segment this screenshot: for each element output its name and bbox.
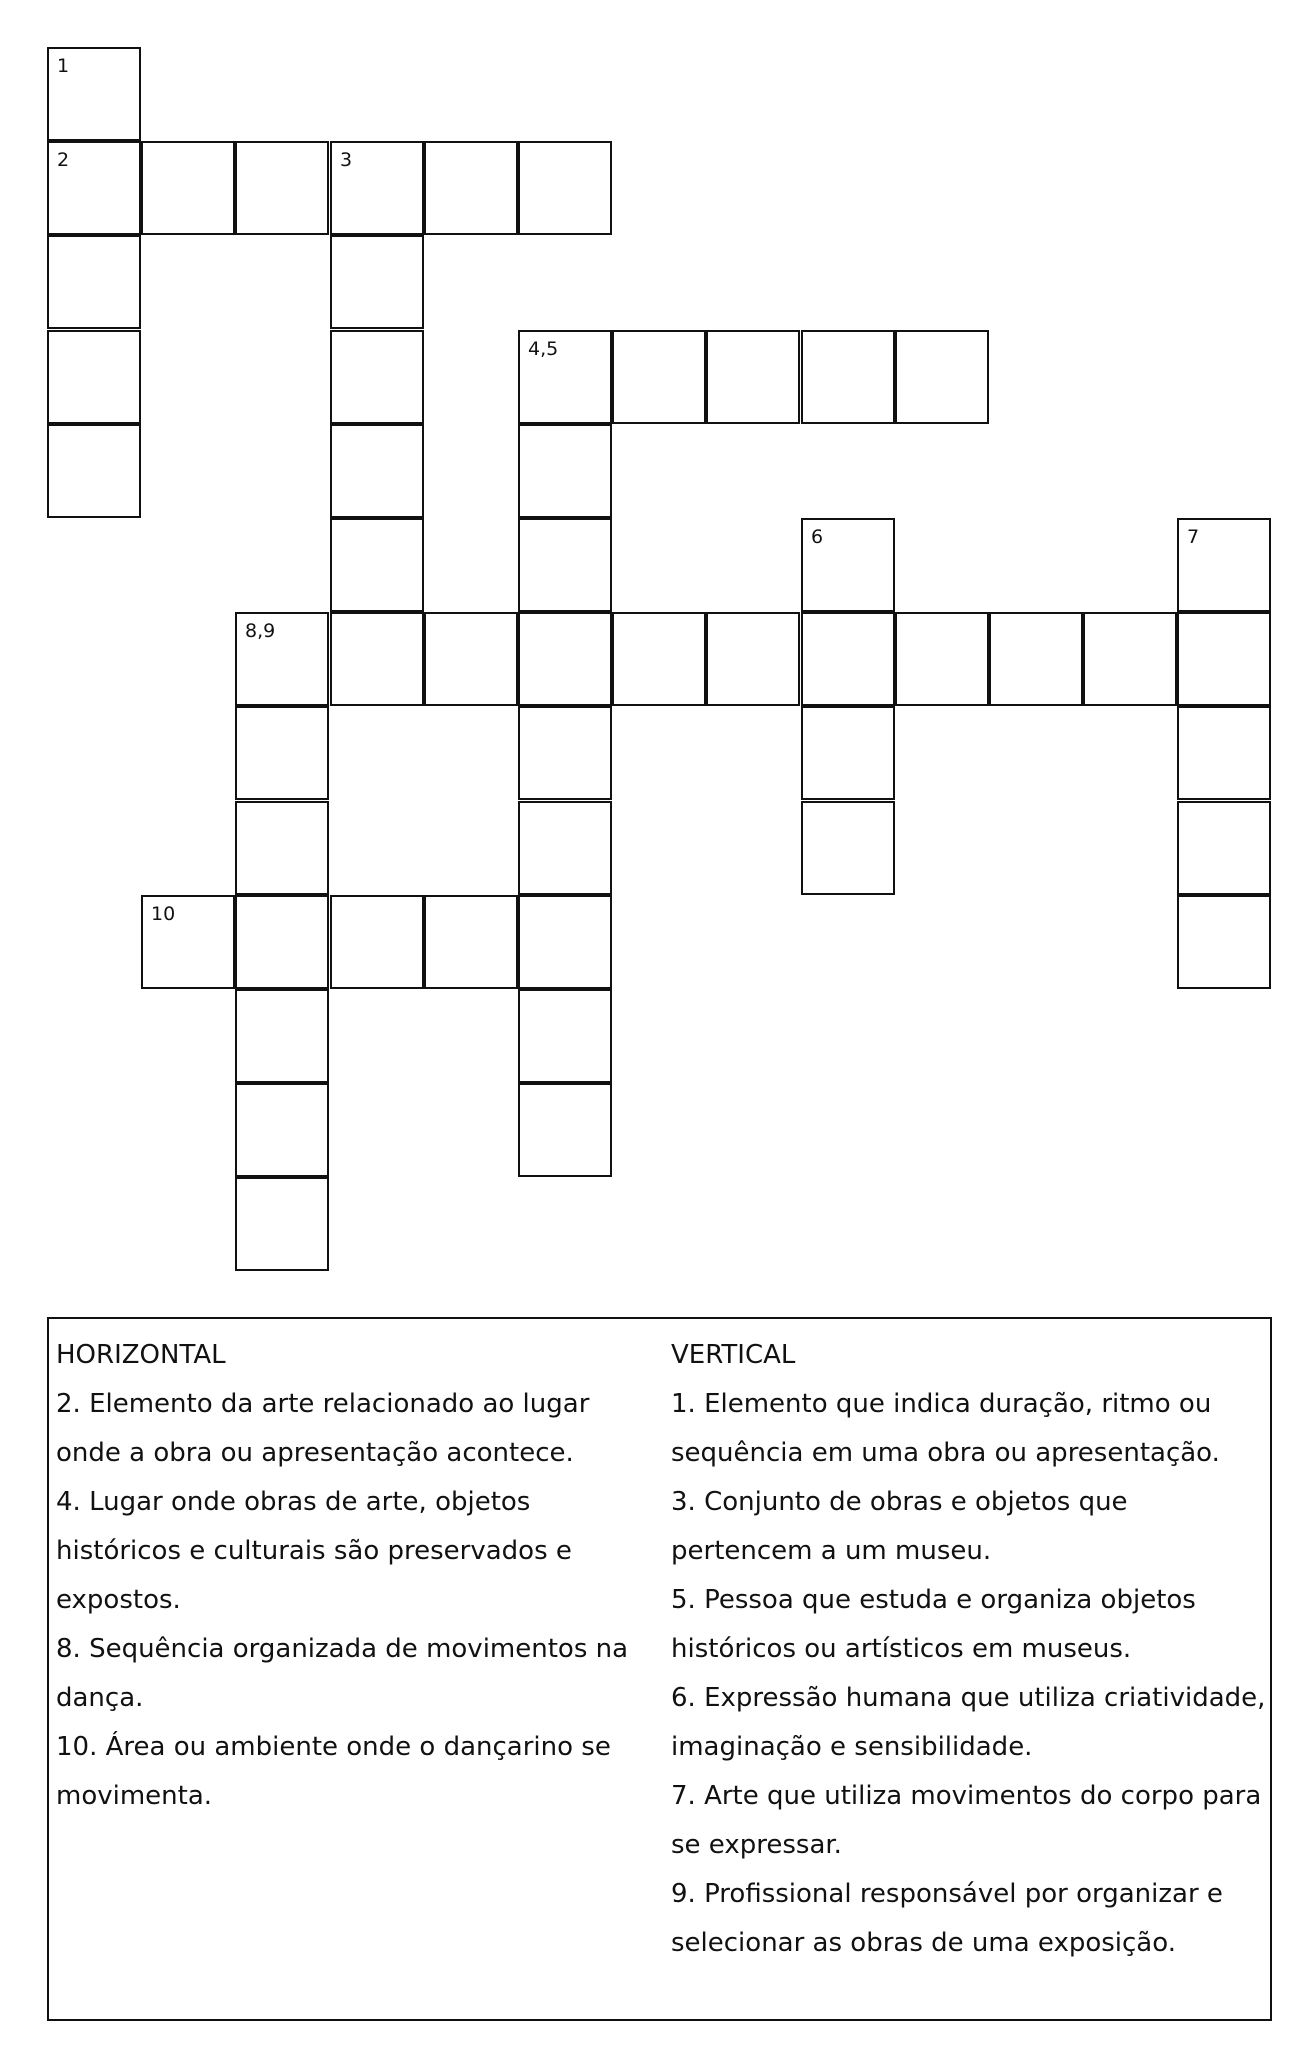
- clue-number: 10: [151, 903, 176, 925]
- grid-cell[interactable]: [518, 706, 612, 800]
- grid-cell[interactable]: [518, 801, 612, 895]
- vertical-clue: 5. Pessoa que estuda e organiza objetos históricos ou artísticos em museus.: [671, 1585, 1196, 1664]
- grid-cell[interactable]: [1177, 612, 1271, 706]
- horizontal-clue: 8. Sequência organizada de movimentos na dança.: [56, 1634, 629, 1713]
- grid-cell[interactable]: [47, 141, 141, 235]
- horizontal-clues: [56, 1331, 661, 1821]
- grid-cell[interactable]: [518, 518, 612, 612]
- grid-cell[interactable]: [330, 895, 424, 989]
- grid-cell[interactable]: [330, 518, 424, 612]
- grid-cell[interactable]: [518, 1083, 612, 1177]
- grid-cell[interactable]: [141, 895, 235, 989]
- grid-cell[interactable]: [424, 141, 518, 235]
- clue-number: 2: [57, 149, 70, 171]
- grid-cell[interactable]: [518, 330, 612, 424]
- grid-cell[interactable]: [330, 330, 424, 424]
- grid-cell[interactable]: [518, 612, 612, 706]
- grid-cell[interactable]: [1177, 801, 1271, 895]
- grid-cell[interactable]: [424, 612, 518, 706]
- clue-number: 3: [340, 149, 353, 171]
- grid-cell[interactable]: [235, 801, 329, 895]
- grid-cell[interactable]: [801, 706, 895, 800]
- grid-cell[interactable]: [235, 141, 329, 235]
- vertical-clue: 7. Arte que utiliza movimentos do corpo para se expressar.: [671, 1781, 1262, 1860]
- clue-number: 1: [57, 55, 70, 77]
- horizontal-clue: 10. Área ou ambiente onde o dançarino se movimenta.: [56, 1732, 611, 1811]
- grid-cell[interactable]: [895, 612, 989, 706]
- grid-cell[interactable]: [47, 47, 141, 141]
- grid-cell[interactable]: [989, 612, 1083, 706]
- grid-cell[interactable]: [330, 612, 424, 706]
- grid-cell[interactable]: [801, 518, 895, 612]
- grid-cell[interactable]: [801, 612, 895, 706]
- grid-cell[interactable]: [801, 330, 895, 424]
- grid-cell[interactable]: [235, 706, 329, 800]
- grid-cell[interactable]: [235, 612, 329, 706]
- grid-cell[interactable]: [141, 141, 235, 235]
- grid-cell[interactable]: [235, 989, 329, 1083]
- grid-cell[interactable]: [706, 612, 800, 706]
- grid-cell[interactable]: [330, 141, 424, 235]
- grid-cell[interactable]: [801, 801, 895, 895]
- grid-cell[interactable]: [612, 330, 706, 424]
- grid-cell[interactable]: [1177, 518, 1271, 612]
- grid-cell[interactable]: [235, 1177, 329, 1271]
- grid-cell[interactable]: [47, 235, 141, 329]
- clue-number: 6: [811, 526, 824, 548]
- clue-number: 7: [1187, 526, 1200, 548]
- grid-cell[interactable]: [424, 895, 518, 989]
- grid-cell[interactable]: [612, 612, 706, 706]
- horizontal-heading: HORIZONTAL: [56, 1340, 226, 1370]
- horizontal-clue: 2. Elemento da arte relacionado ao lugar onde a obra ou apresentação acontece.: [56, 1389, 590, 1468]
- vertical-clue: 6. Expressão humana que utiliza criatividade, imaginação e sensibilidade.: [671, 1683, 1266, 1762]
- grid-cell[interactable]: [1083, 612, 1177, 706]
- vertical-clue: 9. Profissional responsável por organizar e selecionar as obras de uma exposição.: [671, 1879, 1223, 1958]
- clue-number: 4,5: [528, 338, 559, 360]
- vertical-heading: VERTICAL: [671, 1340, 796, 1370]
- grid-cell[interactable]: [895, 330, 989, 424]
- horizontal-clue: 4. Lugar onde obras de arte, objetos históricos e culturais são preservados e expostos.: [56, 1487, 572, 1615]
- clues-box: [47, 1317, 1272, 2021]
- grid-cell[interactable]: [518, 895, 612, 989]
- grid-cell[interactable]: [1177, 706, 1271, 800]
- grid-cell[interactable]: [518, 141, 612, 235]
- grid-cell[interactable]: [235, 895, 329, 989]
- grid-cell[interactable]: [1177, 895, 1271, 989]
- grid-cell[interactable]: [235, 1083, 329, 1177]
- grid-cell[interactable]: [330, 235, 424, 329]
- grid-cell[interactable]: [330, 424, 424, 518]
- vertical-clue: 3. Conjunto de obras e objetos que pertencem a um museu.: [671, 1487, 1128, 1566]
- grid-cell[interactable]: [518, 989, 612, 1083]
- clue-number: 8,9: [245, 620, 276, 642]
- vertical-clue: 1. Elemento que indica duração, ritmo ou sequência em uma obra ou apresentação.: [671, 1389, 1220, 1468]
- vertical-clues: [671, 1331, 1271, 1968]
- grid-cell[interactable]: [518, 424, 612, 518]
- grid-cell[interactable]: [47, 330, 141, 424]
- grid-cell[interactable]: [47, 424, 141, 518]
- grid-cell[interactable]: [706, 330, 800, 424]
